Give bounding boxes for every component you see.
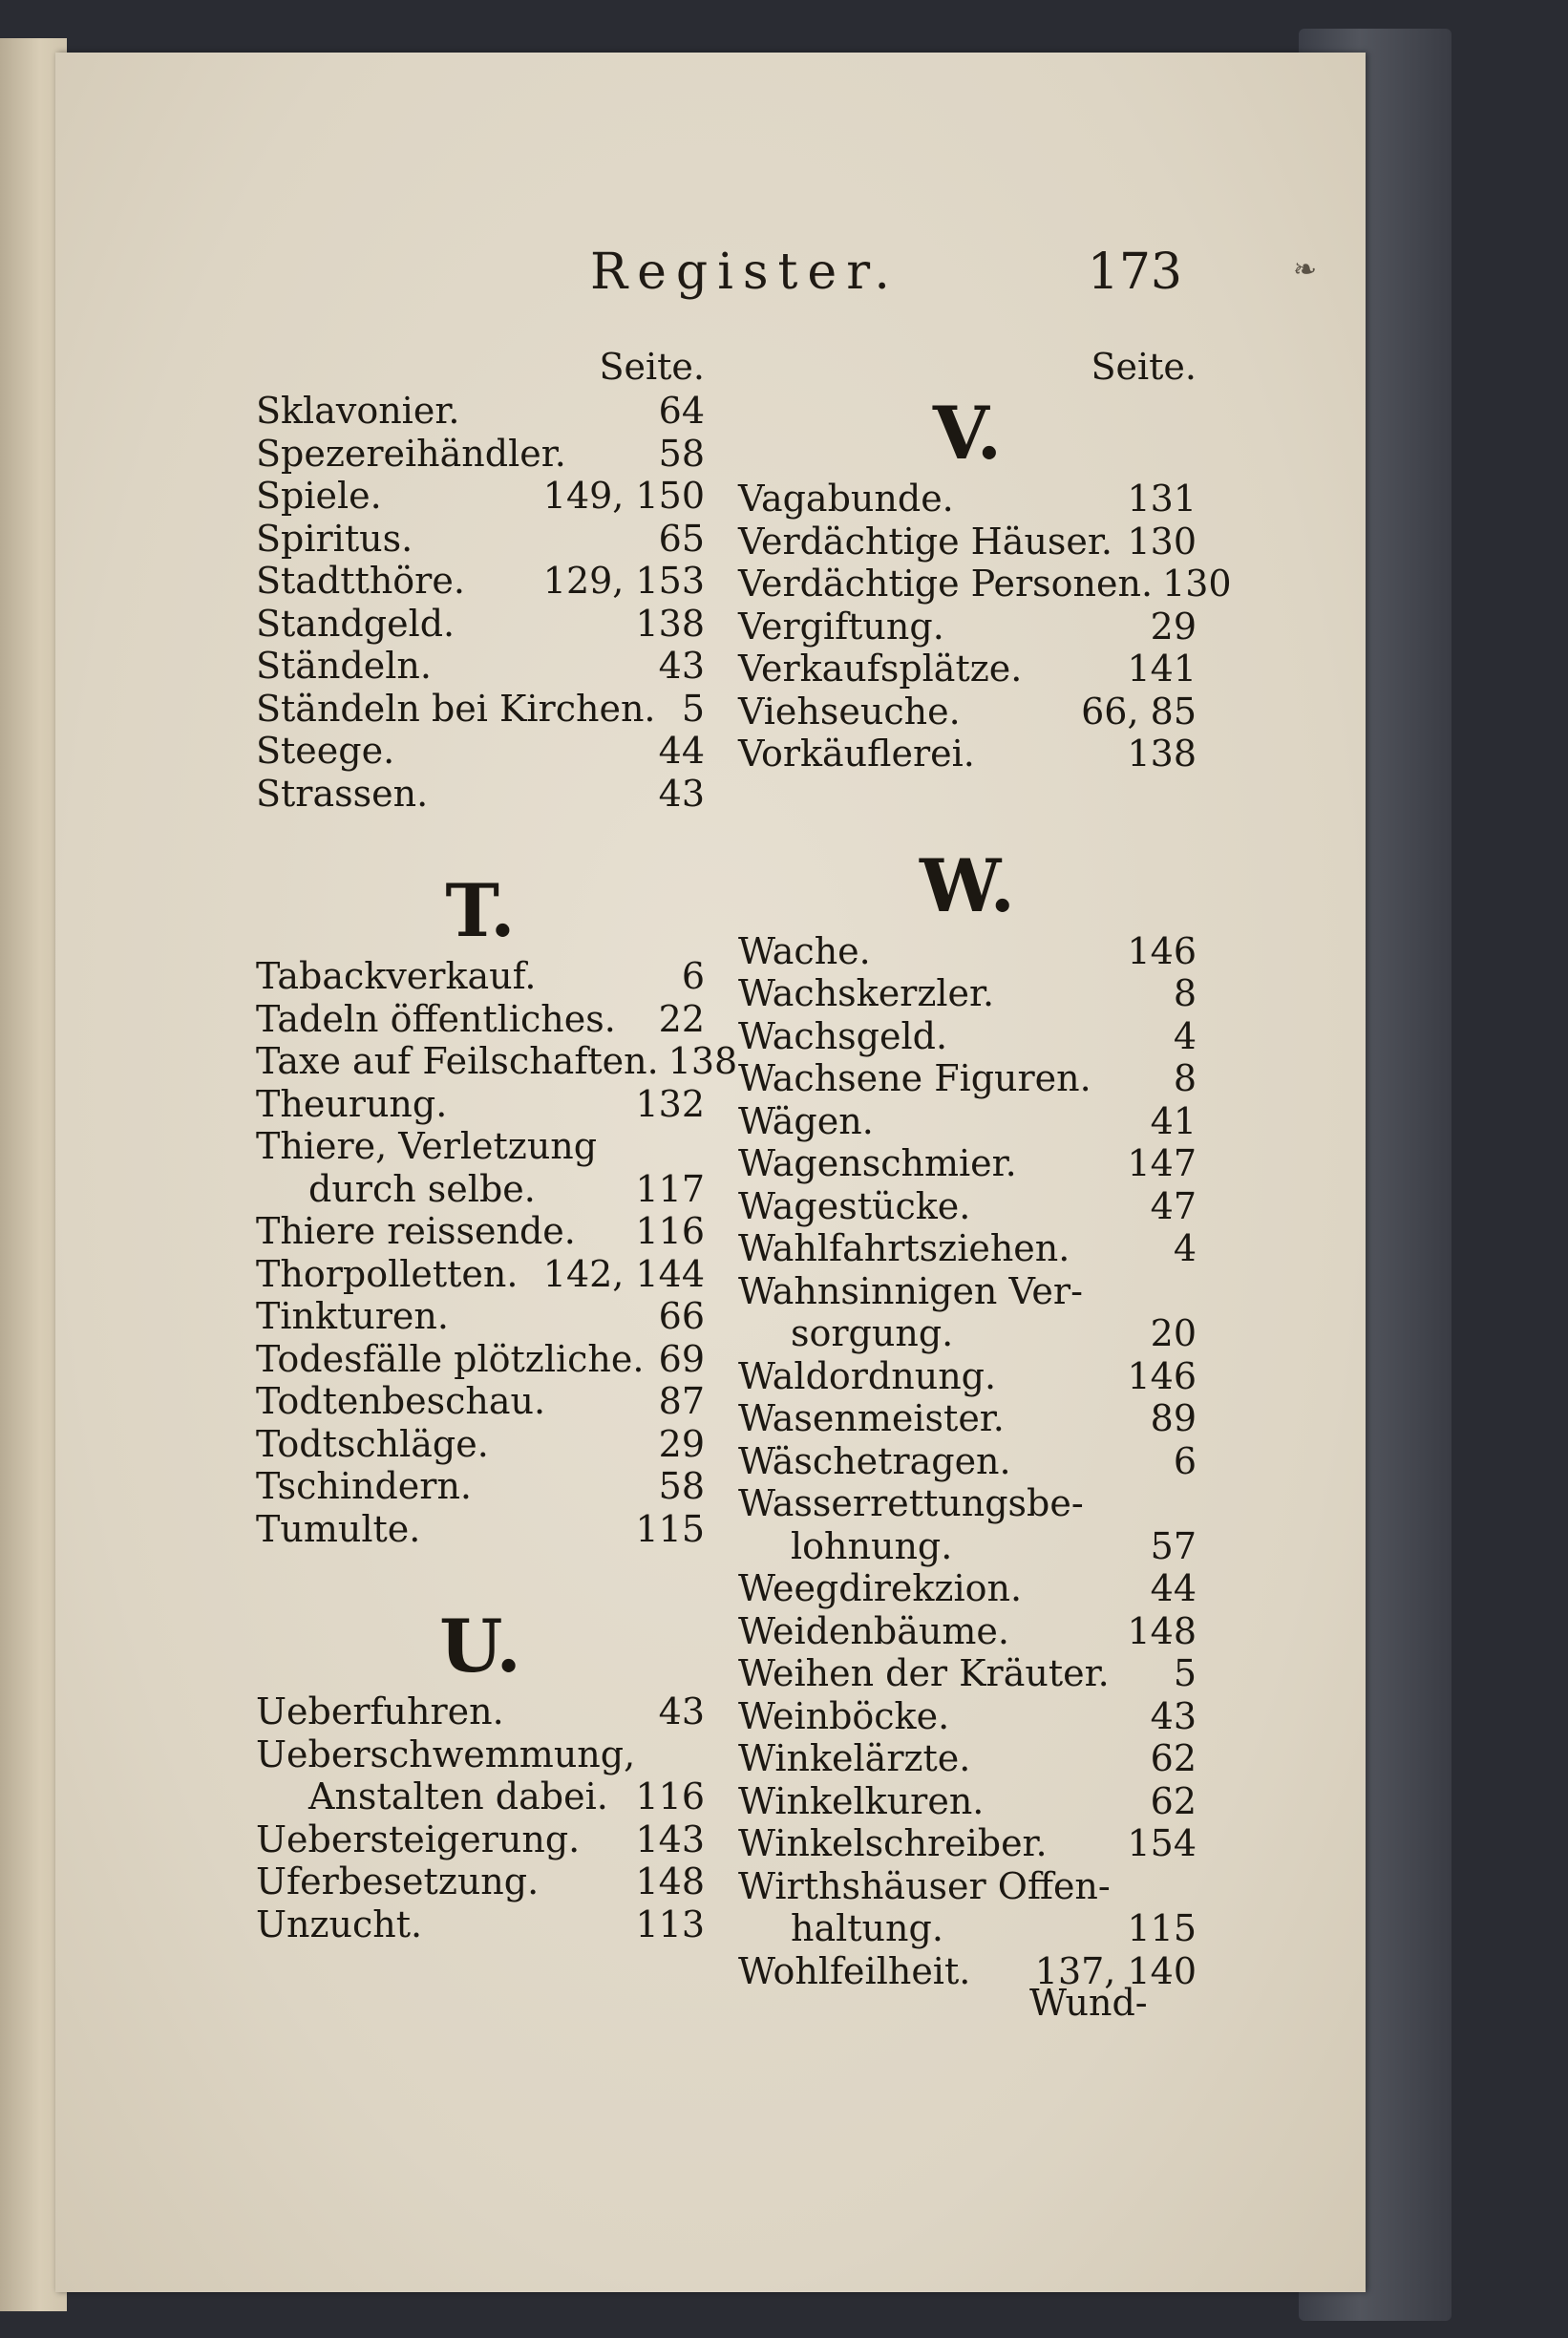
index-entry-page: 137, 140 <box>1034 1949 1197 1992</box>
index-entry-page: 130 <box>1162 563 1232 605</box>
column-header-seite: Seite. <box>599 346 705 388</box>
index-entry-term: durch selbe. <box>308 1167 536 1210</box>
index-entry-term: Winkelärzte. <box>738 1737 971 1779</box>
index-entry-page: 87 <box>658 1380 705 1422</box>
index-entry <box>256 1338 705 1381</box>
index-entry <box>256 390 705 433</box>
index-entry-term: Wagestücke. <box>738 1184 971 1227</box>
index-entry-term: Wirthshäuser Offen- <box>738 1864 1111 1907</box>
index-entry-term: Thorpolletten. <box>256 1252 519 1295</box>
index-entry-page: 154 <box>1127 1822 1197 1864</box>
index-entry <box>738 1737 1197 1780</box>
index-entry-term: Tschindern. <box>256 1465 472 1507</box>
index-entry-term: Todtenbeschau. <box>256 1380 546 1422</box>
index-entry <box>256 475 705 518</box>
index-entry-page: 147 <box>1127 1142 1197 1184</box>
index-entry <box>738 1695 1197 1738</box>
index-entry-term: Wachskerzler. <box>738 972 995 1014</box>
index-entry-term: Thiere, Verletzung <box>256 1125 598 1167</box>
index-entry-page: 117 <box>635 1167 705 1210</box>
index-entry <box>256 1775 705 1818</box>
index-entry <box>256 560 705 603</box>
index-entry-term: Wäschetragen. <box>738 1439 1011 1482</box>
index-entry-page: 130 <box>1127 520 1197 563</box>
index-entry-page: 65 <box>658 517 705 560</box>
index-entry <box>256 1465 705 1508</box>
book-page <box>55 53 1366 2292</box>
index-entry <box>256 603 705 646</box>
index-entry <box>738 1185 1197 1228</box>
index-entry-page: 29 <box>1150 605 1197 648</box>
index-entry <box>256 1125 705 1168</box>
index-entry <box>256 1508 705 1551</box>
index-entry-term: Tumulte. <box>256 1507 421 1550</box>
index-entry-term: Vorkäuflerei. <box>738 733 975 775</box>
index-entry-page: 115 <box>1127 1907 1197 1949</box>
index-entry <box>738 1355 1197 1398</box>
index-entry-term: sorgung. <box>791 1312 954 1354</box>
index-entry-term: Weihen der Kräuter. <box>738 1652 1110 1694</box>
index-entry-page: 131 <box>1127 478 1197 520</box>
index-entry-page: 148 <box>635 1860 705 1902</box>
index-entry-term: Sklavonier. <box>256 390 460 432</box>
index-entry-page: 58 <box>658 1465 705 1507</box>
index-entry-page: 4 <box>1173 1014 1197 1057</box>
index-entry <box>738 1652 1197 1695</box>
index-entry-term: Stadtthöre. <box>256 560 465 602</box>
index-entry-term: Wache. <box>738 929 871 972</box>
index-entry-term: Ständeln. <box>256 645 432 687</box>
index-entry-page: 66, 85 <box>1081 690 1197 733</box>
index-entry-term: Wohlfeilheit. <box>738 1949 971 1992</box>
index-entry-page: 115 <box>635 1507 705 1550</box>
index-entry <box>738 1822 1197 1865</box>
index-entry-page: 89 <box>1150 1397 1197 1439</box>
index-entry-page: 66 <box>658 1295 705 1337</box>
index-entry-term: Uebersteigerung. <box>256 1817 581 1860</box>
index-entry-page: 8 <box>1173 972 1197 1014</box>
index-entry <box>256 1733 705 1776</box>
index-entry-term: Uferbesetzung. <box>256 1860 540 1902</box>
index-entry-page: 149, 150 <box>542 475 705 517</box>
index-entry <box>256 1040 738 1083</box>
index-entry <box>738 1100 1197 1143</box>
index-entry-term: Thiere reissende. <box>256 1210 576 1252</box>
index-entry <box>256 645 705 688</box>
index-entry-term: lohnung. <box>791 1524 953 1567</box>
index-entry-term: Wahnsinnigen Ver- <box>738 1269 1083 1312</box>
index-entry-page: 22 <box>658 997 705 1040</box>
index-entry <box>738 733 1197 776</box>
catchword: Wund- <box>1029 1982 1148 2024</box>
index-entry-page: 146 <box>1127 929 1197 972</box>
index-entry <box>738 1057 1197 1100</box>
index-entry <box>256 1210 705 1253</box>
index-entry-term: Taxe auf Feilschaften. <box>256 1040 659 1082</box>
index-entry-page: 69 <box>658 1337 705 1380</box>
index-entry <box>738 691 1197 733</box>
index-entry-page: 4 <box>1173 1227 1197 1269</box>
index-entry-term: Verdächtige Häuser. <box>738 520 1112 563</box>
index-entry-term: Wahlfahrtsziehen. <box>738 1227 1070 1269</box>
index-entry-page: 44 <box>1150 1567 1197 1609</box>
index-entry-page: 141 <box>1127 648 1197 690</box>
index-entry <box>738 1227 1197 1270</box>
index-entry-term: Spiele. <box>256 475 382 517</box>
index-entry-term: Ueberschwemmung, <box>256 1732 636 1775</box>
index-entry-term: Weegdirekzion. <box>738 1567 1023 1609</box>
index-entry-term: Winkelschreiber. <box>738 1822 1048 1864</box>
index-entry <box>738 1015 1197 1058</box>
index-entry-page: 20 <box>1150 1312 1197 1354</box>
index-entry-term: Spiritus. <box>256 517 413 560</box>
index-entry-term: Waldordnung. <box>738 1354 997 1397</box>
index-group-t <box>256 955 738 1550</box>
section-letter-t: T. <box>445 868 516 953</box>
index-entry-term: Spezereihändler. <box>256 432 566 475</box>
index-entry <box>256 1168 705 1211</box>
index-entry-page: 146 <box>1127 1354 1197 1397</box>
index-entry-page: 116 <box>635 1775 705 1817</box>
index-entry <box>738 563 1232 606</box>
index-entry-page: 129, 153 <box>542 560 705 602</box>
section-letter-w: W. <box>920 842 1015 928</box>
left-column <box>256 344 738 1945</box>
index-entry-term: Wachsgeld. <box>738 1014 948 1057</box>
page-title: Register. <box>590 244 900 301</box>
index-entry-page: 113 <box>635 1902 705 1945</box>
index-entry-page: 29 <box>658 1422 705 1465</box>
page-number: 173 <box>1087 244 1182 301</box>
index-entry-page: 43 <box>658 772 705 815</box>
index-entry-page: 138 <box>1127 733 1197 775</box>
index-entry-page: 8 <box>1173 1057 1197 1099</box>
section-letter-u: U. <box>439 1604 521 1689</box>
running-header <box>590 244 1182 310</box>
index-entry-term: Wachsene Figuren. <box>738 1057 1091 1099</box>
index-entry <box>738 1610 1197 1653</box>
index-entry-page: 148 <box>1127 1609 1197 1652</box>
index-entry-page: 138 <box>635 602 705 645</box>
index-entry-term: Wasenmeister. <box>738 1397 1005 1439</box>
index-entry-page: 43 <box>1150 1694 1197 1737</box>
margin-mark: ❧ <box>1293 253 1318 287</box>
index-entry-term: Standgeld. <box>256 602 456 645</box>
index-entry-page: 6 <box>681 955 705 997</box>
index-entry-term: Todtschläge. <box>256 1422 489 1465</box>
index-entry <box>738 1907 1197 1950</box>
index-entry <box>738 1440 1197 1483</box>
index-entry-term: Anstalten dabei. <box>308 1775 608 1817</box>
index-entry <box>256 773 705 816</box>
index-entry-page: 43 <box>658 1690 705 1732</box>
section-letter-v: V. <box>932 391 1003 476</box>
index-entry <box>256 998 705 1041</box>
index-entry-term: Vergiftung. <box>738 605 944 648</box>
index-entry <box>738 930 1197 973</box>
index-entry-term: Wägen. <box>738 1099 874 1142</box>
index-entry <box>256 1903 705 1946</box>
index-entry-term: Strassen. <box>256 772 429 815</box>
index-entry <box>256 433 705 476</box>
index-entry <box>256 1423 705 1466</box>
index-entry <box>256 1818 705 1861</box>
index-entry-term: Tabackverkauf. <box>256 955 537 997</box>
index-entry <box>256 1380 705 1423</box>
index-entry <box>256 955 705 998</box>
index-entry <box>256 518 705 561</box>
index-entry-term: Vagabunde. <box>738 478 954 520</box>
index-entry <box>256 1083 705 1126</box>
index-entry-page: 57 <box>1150 1524 1197 1567</box>
index-entry <box>256 1860 705 1903</box>
index-entry <box>256 688 705 731</box>
right-column <box>738 344 1232 1992</box>
index-entry-page: 43 <box>658 645 705 687</box>
index-entry <box>738 1780 1197 1823</box>
index-entry-page: 116 <box>635 1210 705 1252</box>
index-entry-page: 64 <box>658 390 705 432</box>
index-group-v <box>738 478 1232 776</box>
index-entry <box>738 1312 1197 1355</box>
index-entry-page: 44 <box>658 730 705 772</box>
index-entry-page: 41 <box>1150 1099 1197 1142</box>
index-entry <box>738 972 1197 1015</box>
index-entry-term: Ständeln bei Kirchen. <box>256 687 656 730</box>
index-group-u <box>256 1690 705 1945</box>
index-entry <box>738 1482 1197 1525</box>
index-entry-term: Theurung. <box>256 1082 448 1125</box>
index-entry-page: 5 <box>1173 1652 1197 1694</box>
index-entry-term: Weidenbäume. <box>738 1609 1009 1652</box>
index-entry <box>738 606 1197 648</box>
index-entry-page: 62 <box>1150 1737 1197 1779</box>
index-entry-page: 58 <box>658 432 705 475</box>
index-entry-term: Winkelkuren. <box>738 1779 985 1822</box>
index-entry-term: Verkaufsplätze. <box>738 648 1023 690</box>
index-entry-page: 132 <box>635 1082 705 1125</box>
index-entry <box>738 478 1197 521</box>
index-entry <box>738 1567 1197 1610</box>
index-group-w <box>738 930 1197 1993</box>
index-entry <box>256 1690 705 1733</box>
index-group-s <box>256 390 705 815</box>
index-entry-term: Steege. <box>256 730 395 772</box>
index-entry-page: 62 <box>1150 1779 1197 1822</box>
column-header-seite: Seite. <box>1091 346 1197 388</box>
index-entry-term: Wagenschmier. <box>738 1142 1017 1184</box>
index-entry <box>738 521 1197 563</box>
index-entry <box>738 648 1197 691</box>
index-entry-term: Unzucht. <box>256 1902 423 1945</box>
index-entry <box>256 1295 705 1338</box>
index-entry-term: Tinkturen. <box>256 1295 449 1337</box>
index-entry-page: 143 <box>635 1817 705 1860</box>
index-entry <box>738 1397 1197 1440</box>
index-entry <box>256 1253 705 1296</box>
index-entry-term: Tadeln öffentliches. <box>256 997 616 1040</box>
index-entry-page: 47 <box>1150 1184 1197 1227</box>
index-entry <box>256 730 705 773</box>
index-entry-page: 6 <box>1173 1439 1197 1482</box>
index-entry-term: Wasserrettungsbe- <box>738 1482 1084 1524</box>
index-entry <box>738 1142 1197 1185</box>
index-entry-term: Viehseuche. <box>738 690 961 733</box>
index-entry <box>738 1865 1197 1908</box>
index-entry-term: Todesfälle plötzliche. <box>256 1337 645 1380</box>
index-entry-term: haltung. <box>791 1907 943 1949</box>
index-entry-page: 138 <box>667 1040 738 1082</box>
index-entry-page: 5 <box>681 687 705 730</box>
index-entry-page: 142, 144 <box>542 1252 705 1295</box>
index-entry-term: Verdächtige Personen. <box>738 563 1154 605</box>
index-entry <box>738 1525 1197 1568</box>
index-entry-term: Ueberfuhren. <box>256 1690 504 1732</box>
index-entry-term: Weinböcke. <box>738 1694 950 1737</box>
index-entry <box>738 1270 1197 1313</box>
